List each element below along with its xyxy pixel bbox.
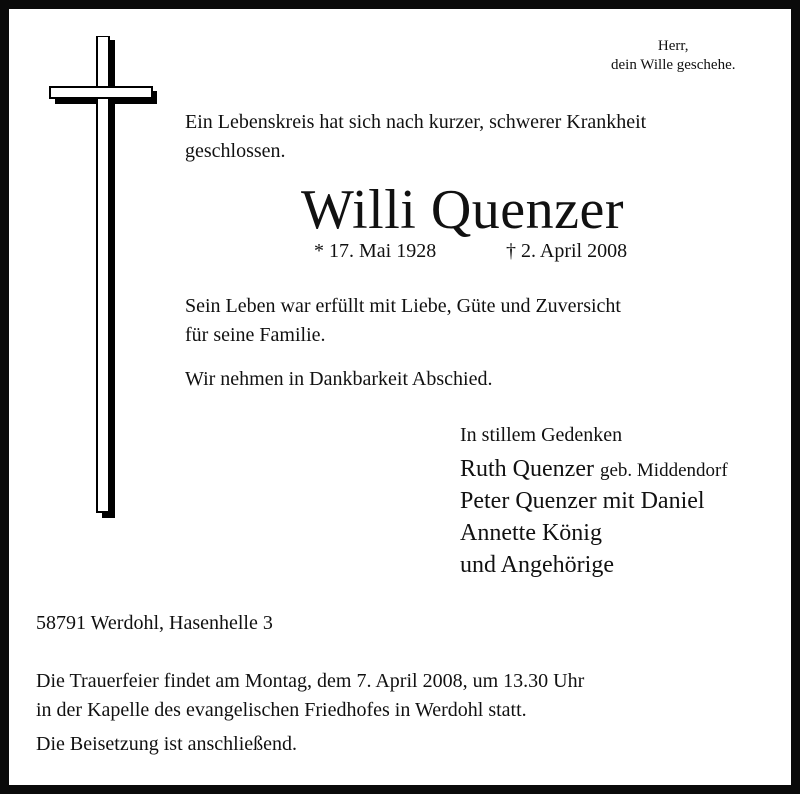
mourner-relatives: und Angehörige <box>460 552 614 578</box>
tribute-line-2: für seine Familie. <box>185 324 326 346</box>
birth-date: * 17. Mai 1928 <box>314 240 437 262</box>
tribute-line-1: Sein Leben war erfüllt mit Liebe, Güte und Zuversicht <box>185 295 621 317</box>
death-date: † 2. April 2008 <box>506 240 628 262</box>
motto <box>611 37 736 75</box>
cross-icon <box>49 36 157 518</box>
intro-line-2: geschlossen. <box>185 140 286 162</box>
intro-line-1: Ein Lebenskreis hat sich nach kurzer, schwerer Krankheit <box>185 111 647 133</box>
burial-text: Die Beisetzung ist anschließend. <box>36 733 298 755</box>
service-line-1: Die Trauerfeier findet am Montag, dem 7. April 2008, um 13.30 Uhr <box>36 670 585 692</box>
address: 58791 Werdohl, Hasenhelle 3 <box>36 612 273 634</box>
deceased-name: Willi Quenzer <box>301 179 625 241</box>
life-dates <box>314 237 627 266</box>
service-line-2: in der Kapelle des evangelischen Friedhofes in Werdohl statt. <box>36 699 527 721</box>
motto-line-2: dein Wille geschehe. <box>611 57 736 73</box>
mourner-ruth-maiden-name: geb. Middendorf <box>599 460 728 481</box>
mourner-ruth-name: Ruth Quenzer <box>460 456 594 482</box>
mourner-ruth <box>460 452 728 488</box>
motto-line-1: Herr, <box>657 38 689 54</box>
mourners-heading: In stillem Gedenken <box>460 424 623 446</box>
farewell-text: Wir nehmen in Dankbarkeit Abschied. <box>185 368 493 390</box>
mourner-peter: Peter Quenzer mit Daniel <box>460 488 705 514</box>
mourner-annette: Annette König <box>460 520 602 546</box>
